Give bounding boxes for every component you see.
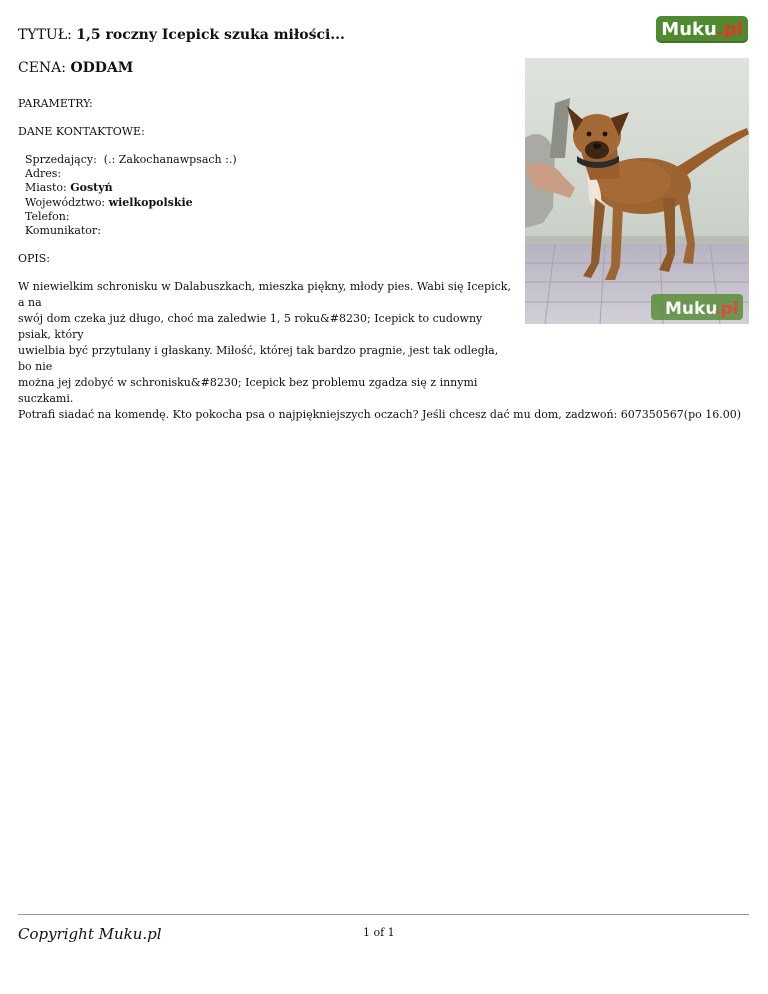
price-value: ODDAM (70, 60, 134, 76)
region-label: Województwo: (25, 195, 106, 209)
price-label: CENA: (18, 60, 67, 76)
muku-logo[interactable] (656, 16, 748, 43)
description-line: swój dom czeka już długo, choć ma zaledwie 1, 5 roku&#8230; Icepick to cudowny psiak, który (18, 312, 483, 341)
description-line: można jej zdobyć w schronisku&#8230; Icepick bez problemu zgadza się z innymi suczkami. (18, 376, 478, 405)
city-label: Miasto: (25, 181, 67, 195)
listing-price (18, 60, 133, 76)
description-line: uwielbia być przytulany i głaskany. Miłość, której tak bardzo pragnie, jest tak odległa, bo nie (18, 344, 499, 373)
params-heading: PARAMETRY: (18, 97, 93, 110)
address-row (25, 167, 237, 181)
messenger-label: Komunikator: (25, 224, 101, 238)
description-heading: OPIS: (18, 252, 51, 265)
city-row (25, 181, 237, 195)
description-line: Potrafi siadać na komendę. Kto pokocha psa o najpiękniejszych oczach? Jeśli chcesz dać mu dom, zadzwoń: 607350567(po 16.00) (18, 408, 742, 421)
contact-heading: DANE KONTAKTOWE: (18, 125, 145, 138)
contact-details (25, 153, 237, 238)
title-value: 1,5 roczny Icepick szuka miłości... (76, 27, 345, 43)
seller-value: (.: Zakochanawpsach :.) (103, 153, 237, 166)
logo-main-text: Muku (661, 19, 717, 40)
region-value: wielkopolskie (108, 195, 193, 209)
photo-watermark-suffix: .pl (714, 299, 739, 319)
photo-watermark-main: Muku (665, 299, 718, 319)
page-number: 1 of 1 (363, 926, 395, 939)
footer-divider (18, 914, 749, 915)
logo-suffix-text: .pl (716, 19, 743, 40)
copyright-text: Copyright Muku.pl (18, 925, 162, 943)
phone-row (25, 210, 237, 224)
region-row (25, 196, 237, 210)
description-line: W niewielkim schronisku w Dalabuszkach, mieszka piękny, młody pies. Wabi się Icepick, a na (18, 280, 511, 309)
messenger-row (25, 224, 237, 238)
title-label: TYTUŁ: (18, 27, 72, 43)
description-text (18, 279, 753, 423)
listing-title (18, 27, 345, 43)
seller-label: Sprzedający: (25, 153, 97, 166)
address-label: Adres: (25, 167, 62, 181)
seller-row (25, 153, 237, 167)
phone-label: Telefon: (25, 209, 70, 223)
city-value: Gostyń (70, 181, 113, 195)
